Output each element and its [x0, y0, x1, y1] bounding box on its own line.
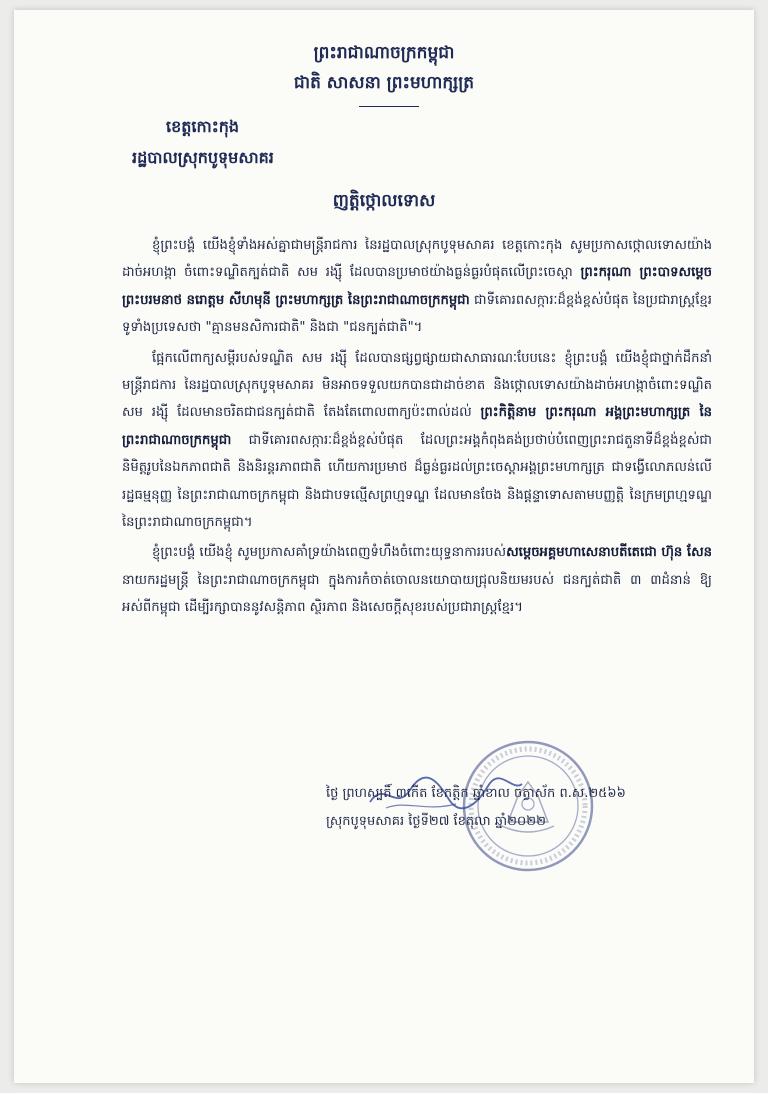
body-text-run: ជាទីគោរពសក្ការៈដ៏ខ្ពង់ខ្ពស់បំផុត នៃប្រជារាស្ត្រខ្មែរទូទាំងប្រទេសថា "គ្មានមនសិការជាតិ" និងជា "ជនក្បត់ជាតិ"។ — [122, 292, 712, 336]
motto-divider — [359, 106, 419, 107]
document-body — [122, 232, 712, 625]
national-motto-line-2: ជាតិ សាសនា ព្រះមហាក្សត្រ — [293, 73, 475, 93]
body-text-run: ជាទីគោរពសក្ការៈដ៏ខ្ពង់ខ្ពស់បំផុត ដែលព្រះអង្គកំពុងគង់ប្រថាប់បំពេញព្រះរាជតួនាទីដ៏ខ្ពង់ខ្ពស់ជានិមិត្តរូបនៃឯកភាពជាតិ និងនិរន្តរភាពជាតិ ហើយការប្រមាថ ដ៏ធ្ងន់ធ្ងរដល់ព្រះចេស្ដាអង្គព្រះមហាក្សត្រ ជាទង្វើលោភលន់លើរដ្ឋធម្មនុញ្ញ នៃព្រះរាជាណាចក្រកម្ពុជា និងជាបទល្មើសព្រហ្មទណ្ឌ ដែលមានចែង និងផ្ដន្ទាទោសតាមបញ្ញត្តិ នៃក្រមព្រហ្មទណ្ឌ នៃព្រះរាជាណាចក្រកម្ពុជា។ — [122, 432, 712, 531]
paragraph-1 — [122, 232, 712, 342]
body-text-run: ផ្អែកលើពាក្យសម្ដីរបស់ទណ្ឌិត សម រង្ស៊ី ដែលបានផ្សព្វផ្សាយជាសាធារណៈបែបនេះ ខ្ញុំព្រះបង្គំ យើងខ្ញុំជាថ្នាក់ដឹកនាំ មន្ត្រីរាជការ នៃរដ្ឋបាលស្រុកបូទុមសាគរ មិនអាចទទួលយកបានជាដាច់ខាត និងថ្កោលទោសយ៉ាងដាច់អហង្កាចំពោះទណ្ឌិត សម រង្ស៊ី ដែលមានចរិតជាជនក្បត់ជាតិ តែងតែពោលពាក្យប៉ះពាល់ដល់ — [122, 350, 712, 421]
date-block — [326, 780, 746, 836]
emphasized-text: ព្រះករុណា ព្រះបាទសម្ដេច ព្រះបរមនាថ នរោត្តម សីហមុនី ព្រះមហាក្សត្រ នៃព្រះរាជាណាចក្រកម្ពុជា — [122, 265, 712, 308]
national-motto-line-1: ព្រះរាជាណាចក្រកម្ពុជា — [313, 43, 455, 63]
emphasized-text: សម្ដេចអគ្គមហាសេនាបតីតេជោ ហ៊ុន សែន — [506, 545, 713, 561]
province-heading: ខេត្តកោះកុង — [166, 117, 240, 136]
document-title: ញត្តិថ្កោលទោស — [332, 191, 436, 211]
emphasized-text: ព្រះកិត្តិនាម ព្រះករុណា អង្គព្រះមហាក្សត្រ នៃព្រះរាជាណាចក្រកម្ពុជា — [122, 405, 713, 448]
district-administration-heading: រដ្ឋបាលស្រុកបូទុមសាគរ — [132, 148, 274, 167]
paragraph-2 — [122, 345, 712, 537]
body-text-run: ខ្ញុំព្រះបង្គំ យើងខ្ញុំ សូមប្រកាសគាំទ្រយ៉ាងពេញទំហឹងចំពោះយុទ្ធនាការរបស់ — [152, 545, 507, 561]
solar-date: ស្រុកបូទុមសាគរ ថ្ងៃទី២៧ ខែតុលា ឆ្នាំ២០២២ — [326, 814, 546, 829]
lunar-date: ថ្ងៃ ព្រហស្បតិ៍ ៣កើត ខែកត្តិក ឆ្នាំខាល ចត្វាស័ក ព.ស.២៥៦៦ — [326, 786, 626, 801]
document-page — [14, 10, 754, 1083]
body-text-run: ខ្ញុំព្រះបង្គំ យើងខ្ញុំទាំងអស់គ្នាជាមន្ត្រីរាជការ នៃរដ្ឋបាលស្រុកបូទុមសាគរ ខេត្តកោះកុង សូមប្រកាសថ្កោលទោសយ៉ាងដាច់អហង្កា ចំពោះទណ្ឌិតក្បត់ជាតិ សម រង្ស៊ី ដែលបានប្រមាថយ៉ាងធ្ងន់ធ្ងរបំផុតលើព្រះចេស្ដា — [122, 238, 712, 281]
paragraph-3 — [122, 539, 712, 621]
body-text-run: នាយករដ្ឋមន្ត្រី នៃព្រះរាជាណាចក្រកម្ពុជា ក្នុងការកំចាត់ចោលនយោបាយជ្រុលនិយមរបស់ ជនក្បត់ជាតិ ៣ ៣ដំនាន់ ឱ្យអស់ពីកម្ពុជា ដើម្បីរក្សាបាននូវសន្តិភាព ស្ថិរភាព និងសេចក្ដីសុខរបស់ប្រជារាស្ត្រខ្មែរ។ — [122, 572, 712, 616]
